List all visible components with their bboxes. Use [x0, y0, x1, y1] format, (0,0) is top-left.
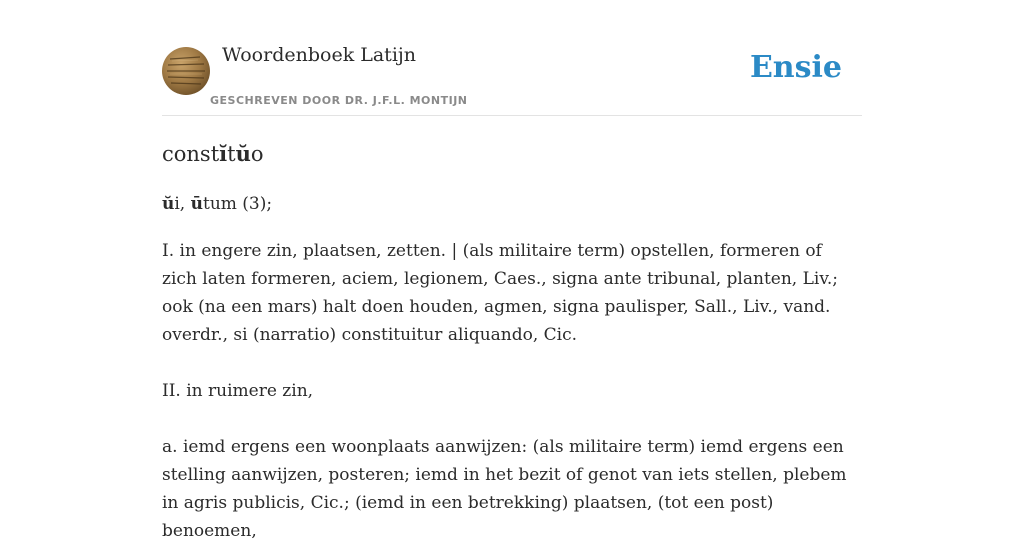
- site-header: [162, 0, 862, 116]
- definition-paragraph: II. in ruimere zin,: [162, 381, 314, 401]
- author-byline: GESCHREVEN DOOR DR. J.F.L. MONTIJN: [210, 94, 468, 107]
- headword: [162, 138, 862, 170]
- headword-part: ĭ: [219, 141, 228, 166]
- headword-part: o: [250, 142, 264, 166]
- form-part: ŭ: [162, 194, 175, 214]
- site-title[interactable]: Woordenboek Latijn: [222, 44, 417, 66]
- brand-logo-link[interactable]: Ensie: [749, 50, 842, 85]
- inflection-forms: [162, 190, 862, 218]
- headword-part: t: [227, 142, 236, 166]
- headword-part: const: [162, 142, 220, 166]
- form-part: tum (3);: [203, 194, 273, 214]
- bronze-inscription-coin-icon[interactable]: [162, 47, 210, 95]
- headword-part: ŭ: [235, 141, 251, 166]
- dictionary-entry: [162, 138, 862, 545]
- definition-paragraph: I. in engere zin, plaatsen, zetten. | (als militaire term) opstellen, formeren of zich laten formeren, aciem, legionem, Caes., signa ante tribunal, planten, Liv.; ook (na een mars) halt doen houden, agmen, signa paulisper, Sall., Liv., vand. overdr., si (narratio) constituitur aliquando, Cic.: [162, 241, 839, 345]
- form-part: i,: [174, 194, 191, 214]
- form-part: ū: [190, 194, 203, 214]
- definition-paragraph: a. iemd ergens een woonplaats aanwijzen: (als militaire term) iemd ergens een stelling aanwijzen, posteren; iemd in het bezit of genot van iets stellen, plebem in agris publicis, Cic.; (iemd in een betrekking) plaatsen, (tot een post) benoemen,: [162, 437, 847, 541]
